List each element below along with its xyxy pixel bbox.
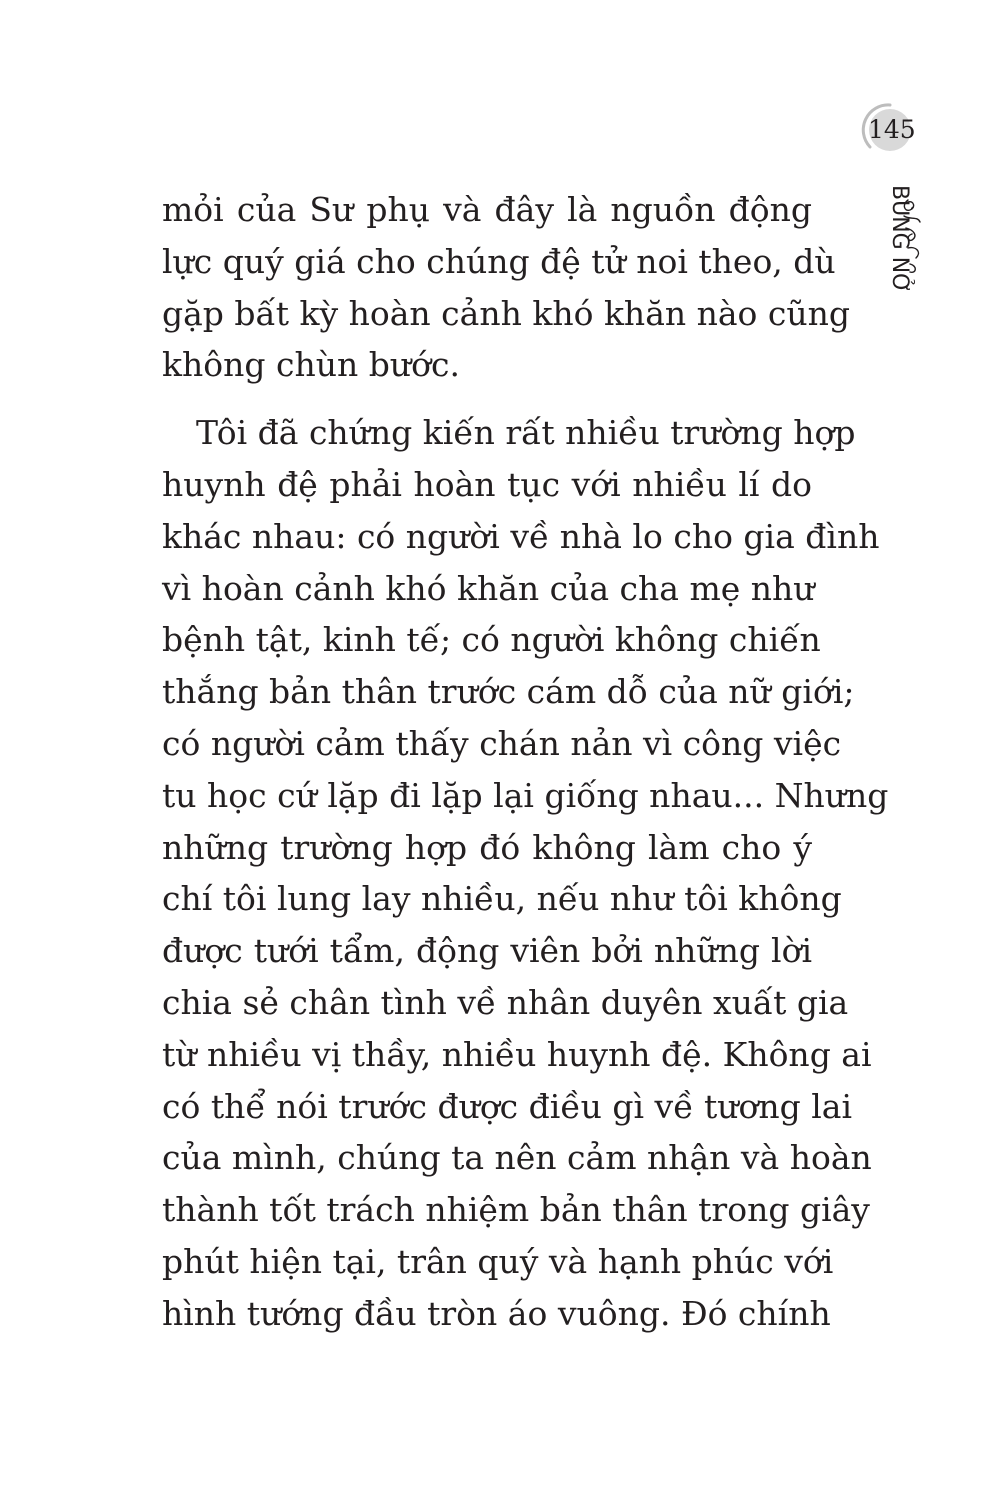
running-header-title: BÙNG NỞ [887,185,912,294]
text-line: thắng bản thân trước cám dỗ của nữ giới; [162,672,855,712]
running-header [858,186,930,296]
text-line: những trường hợp đó không làm cho ý [162,827,812,867]
text-line: Tôi đã chứng kiến rất nhiều trường hợp [196,413,856,453]
text-line: có thể nói trước được điều gì về tương lai [162,1086,853,1126]
paragraph-1 [162,184,851,391]
text-line: phút hiện tại, trân quý và hạnh phúc với [162,1241,834,1281]
text-line: bệnh tật, kinh tế; có người không chiến [162,620,821,660]
text-line: mỏi của Sư phụ và đây là nguồn động [162,190,812,229]
text-line: vì hoàn cảnh khó khăn của cha mẹ như [162,568,815,608]
text-line: của mình, chúng ta nên cảm nhận và hoàn [162,1138,872,1178]
text-line: lực quý giá cho chúng đệ tử noi theo, dù [162,241,836,281]
text-line: thành tốt trách nhiệm bản thân trong giây [162,1190,870,1230]
text-line: chia sẻ chân tình về nhân duyên xuất gia [162,982,849,1022]
paragraph-2 [162,407,889,1339]
text-line: từ nhiều vị thầy, nhiều huynh đệ. Không ai [162,1034,872,1074]
text-line: khác nhau: có người về nhà lo cho gia đình [162,516,880,556]
text-line: gặp bất kỳ hoàn cảnh khó khăn nào cũng [162,293,851,333]
text-line: chí tôi lung lay nhiều, nếu như tôi không [162,879,842,919]
text-line: hình tướng đầu tròn áo vuông. Đó chính [162,1293,831,1333]
text-line: được tưới tẩm, động viên bởi những lời [162,931,812,971]
text-line: không chùn bước. [162,345,460,385]
text-line: có người cảm thấy chán nản vì công việc [162,723,842,763]
page-number: 145 [868,115,916,144]
text-line: huynh đệ phải hoàn tục với nhiều lí do [162,464,812,504]
text-line: tu học cứ lặp đi lặp lại giống nhau... Nhưng [162,775,889,815]
body-text [162,184,889,1340]
